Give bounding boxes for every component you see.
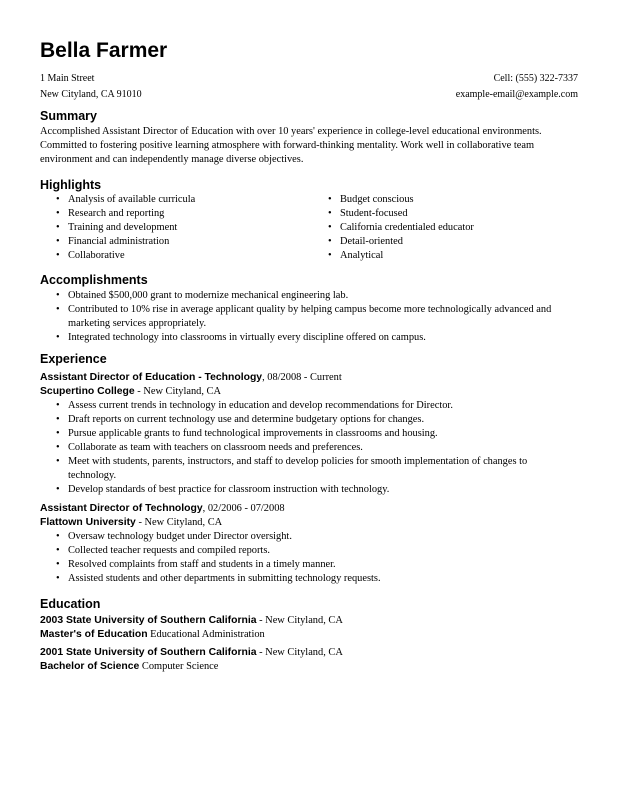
highlight-item: • Training and development (50, 221, 300, 235)
address-line-1: 1 Main Street (40, 73, 95, 84)
job-dates: , 08/2008 - Current (262, 372, 342, 383)
job-entry-1 (40, 371, 580, 497)
highlight-item: • Research and reporting (50, 207, 300, 221)
job-duty: • Oversaw technology budget under Director oversight. (50, 530, 555, 544)
education-heading: Education (40, 597, 101, 611)
job-duty: • Assisted students and other departments in submitting technology requests. (50, 572, 555, 586)
employer-location: - New Cityland, CA (135, 517, 223, 528)
job-duty: • Assess current trends in technology in education and develop recommendations for Director. (50, 399, 555, 413)
job-duties-list (50, 530, 555, 586)
degree-line (40, 628, 580, 642)
employer-name: Scupertino College (40, 386, 135, 397)
job-duty: • Collected teacher requests and compiled reports. (50, 544, 555, 558)
job-duty: • Collaborate as team with teachers on classroom needs and preferences. (50, 441, 555, 455)
address-line-2: New Cityland, CA 91010 (40, 89, 142, 100)
phone-number: Cell: (555) 322-7337 (493, 73, 578, 84)
highlights-heading: Highlights (40, 178, 102, 192)
degree-name: Master's of Education (40, 629, 148, 640)
accomplishment-item: • Contributed to 10% rise in average applicant quality by helping campus become more technologically advanced and marketing services appropriately. (50, 303, 555, 331)
highlights-left-list (50, 193, 300, 263)
school-name: 2003 State University of Southern California (40, 615, 257, 626)
accomplishments-heading: Accomplishments (40, 273, 148, 287)
job-dates: , 02/2006 - 07/2008 (202, 503, 285, 514)
highlight-item: • Analysis of available curricula (50, 193, 300, 207)
school-line (40, 646, 580, 660)
school-location: - New Cityland, CA (256, 615, 343, 626)
job-duty: • Resolved complaints from staff and students in a timely manner. (50, 558, 555, 572)
accomplishment-item: • Integrated technology into classrooms in virtually every discipline offered on campus. (50, 331, 555, 345)
summary-heading: Summary (40, 109, 97, 123)
job-duty: • Develop standards of best practice for classroom instruction with technology. (50, 483, 555, 497)
candidate-name: Bella Farmer (40, 39, 168, 62)
job-title: Assistant Director of Education - Technology (40, 372, 263, 383)
job-title-line (40, 371, 580, 385)
highlight-item: • Collaborative (50, 249, 300, 263)
highlight-item: • Detail-oriented (322, 235, 572, 249)
job-duties-list (50, 399, 555, 497)
employer-line (40, 516, 580, 530)
email-address: example-email@example.com (455, 89, 578, 100)
education-entry-1 (40, 614, 580, 642)
employer-name: Flattown University (40, 517, 136, 528)
highlight-item: • Analytical (322, 249, 572, 263)
summary-text: Accomplished Assistant Director of Education with over 10 years' experience in college-level educational environments. Committed to fostering positive learning atmosphere with forward-thinking mentality. Work well in collaborative team environment and can independently manage diverse objectives. (40, 126, 542, 165)
employer-line (40, 385, 580, 399)
degree-name: Bachelor of Science (40, 661, 140, 672)
highlight-item: • Financial administration (50, 235, 300, 249)
experience-heading: Experience (40, 352, 107, 366)
degree-field: Computer Science (139, 661, 219, 672)
employer-location: - New Cityland, CA (134, 386, 221, 397)
job-duty: • Draft reports on current technology use and determine budgetary options for changes. (50, 413, 555, 427)
job-duty: • Pursue applicable grants to fund technological improvements in classrooms and housing. (50, 427, 555, 441)
school-name: 2001 State University of Southern California (40, 647, 257, 658)
job-duty: • Meet with students, parents, instructors, and staff to develop policies for smooth implementation of changes to technology. (50, 455, 555, 483)
school-line (40, 614, 580, 628)
job-title-line (40, 502, 580, 516)
job-title: Assistant Director of Technology (40, 503, 203, 514)
highlight-item: • Budget conscious (322, 193, 572, 207)
education-entry-2 (40, 646, 580, 674)
degree-line (40, 660, 580, 674)
degree-field: Educational Administration (147, 629, 265, 640)
highlight-item: • Student-focused (322, 207, 572, 221)
highlights-right-list (322, 193, 572, 263)
highlight-item: • California credentialed educator (322, 221, 572, 235)
school-location: - New Cityland, CA (256, 647, 343, 658)
accomplishment-item: • Obtained $500,000 grant to modernize mechanical engineering lab. (50, 289, 555, 303)
job-entry-2 (40, 502, 580, 586)
accomplishments-list (50, 289, 555, 345)
